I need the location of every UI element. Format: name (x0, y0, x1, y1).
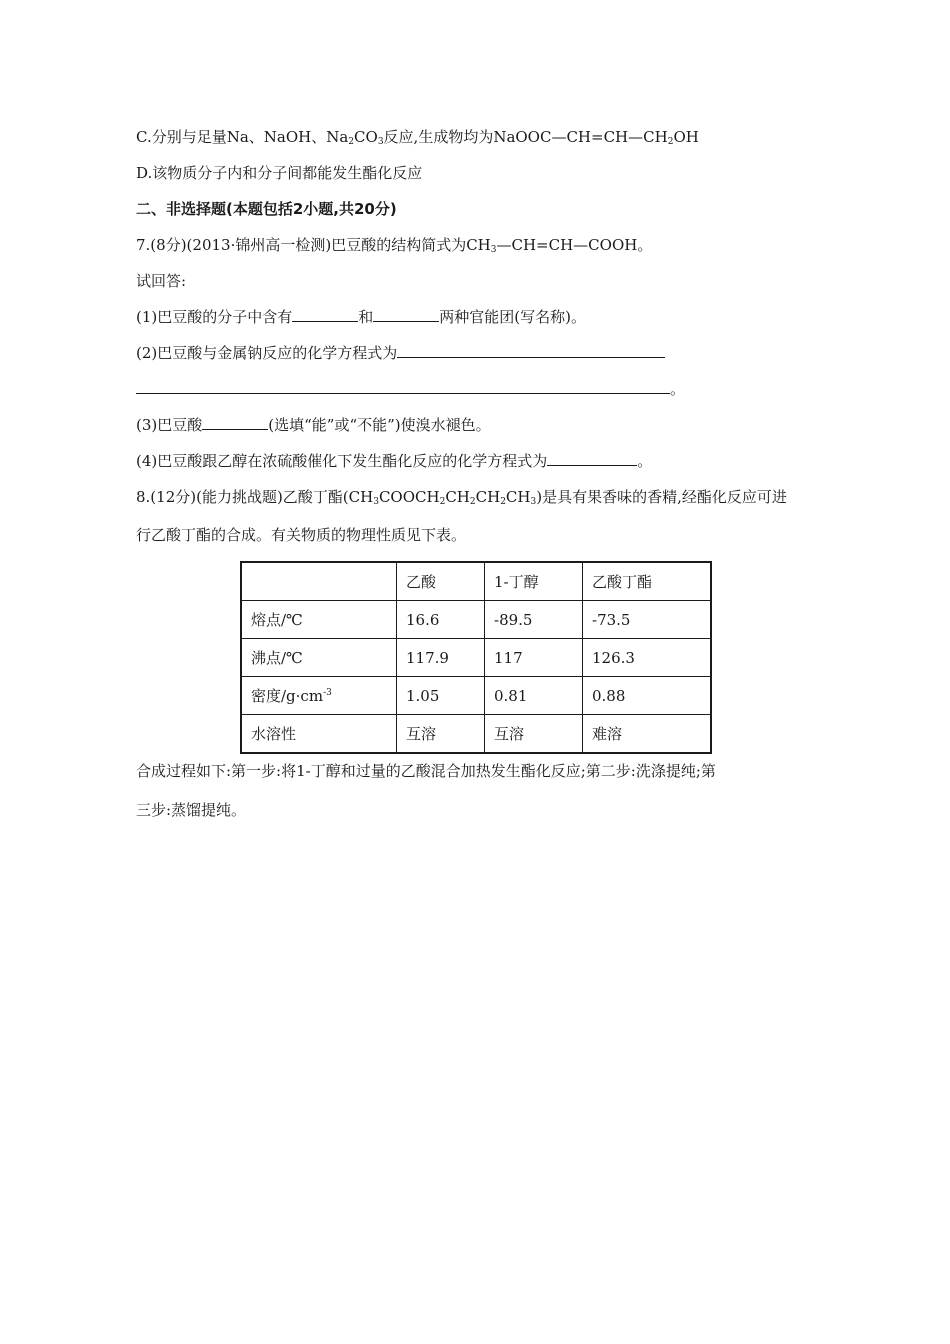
table-row (241, 715, 711, 754)
table-cell: 117.9 (397, 639, 485, 677)
row-label: 沸点/℃ (241, 639, 397, 677)
answer-blank[interactable] (397, 343, 665, 358)
table-cell: 117 (485, 639, 583, 677)
q7-part2: (2)巴豆酸与金属钠反应的化学方程式为 (136, 343, 665, 363)
q8-stem-line2: 行乙酸丁酯的合成。有关物质的物理性质见下表。 (136, 526, 467, 544)
physical-properties-table (240, 561, 712, 754)
q8-process-line1: 合成过程如下:第一步:将1-丁醇和过量的乙酸混合加热发生酯化反应;第二步:洗涤提纯;第 (136, 762, 716, 780)
table-header-cell (241, 562, 397, 601)
q7-stem: 7.(8分)(2013·锦州高一检测)巴豆酸的结构简式为$CH_3—CH=CH—COOH$。 (136, 236, 653, 255)
table-cell: -73.5 (583, 601, 712, 639)
q7-part2-continuation: 。 (136, 379, 685, 399)
table-cell: 互溶 (397, 715, 485, 754)
section-heading: 二、非选择题(本题包括2小题,共20分) (136, 200, 397, 218)
q7-part3: (3)巴豆酸 (选填“能”或“不能”)使溴水褪色。 (136, 416, 491, 434)
option-d: D.该物质分子内和分子间都能发生酯化反应 (136, 164, 423, 182)
answer-blank[interactable] (547, 451, 637, 466)
q8-process-line2: 三步:蒸馏提纯。 (136, 801, 247, 819)
table-header-cell: 1-丁醇 (485, 562, 583, 601)
table-row (241, 639, 711, 677)
table-header-cell: 乙酸 (397, 562, 485, 601)
answer-blank[interactable] (202, 415, 268, 430)
row-label: 密度$/g\cdot cm^{-3}$ (241, 677, 397, 715)
table-cell: 0.81 (485, 677, 583, 715)
answer-blank[interactable] (136, 379, 670, 394)
table-header-cell: 乙酸丁酯 (583, 562, 712, 601)
option-c: C.分别与足量Na、NaOH、$Na_2CO_3$反应,生成物均为$NaOOC—CH=CH—CH_2OH$ (136, 128, 699, 147)
table-row (241, 677, 711, 715)
answer-blank[interactable] (292, 307, 358, 322)
table-header-row (241, 562, 711, 601)
q7-prompt: 试回答: (136, 272, 187, 290)
q7-part4: (4)巴豆酸跟乙醇在浓硫酸催化下发生酯化反应的化学方程式为 。 (136, 452, 653, 470)
table-cell: 1.05 (397, 677, 485, 715)
table-cell: 126.3 (583, 639, 712, 677)
q8-stem: 8.(12分)(能力挑战题)乙酸丁酯$(CH_3COOCH_2CH_2CH_2CH_3)$是具有果香味的香精,经酯化反应可进 (136, 488, 787, 507)
table-cell: 互溶 (485, 715, 583, 754)
q7-part1: (1)巴豆酸的分子中含有 和 两种官能团(写名称)。 (136, 308, 586, 326)
table-row (241, 601, 711, 639)
table-cell: -89.5 (485, 601, 583, 639)
answer-blank[interactable] (373, 307, 439, 322)
row-label: 水溶性 (241, 715, 397, 754)
table-cell: 16.6 (397, 601, 485, 639)
row-label: 熔点/℃ (241, 601, 397, 639)
table-cell: 0.88 (583, 677, 712, 715)
table-cell: 难溶 (583, 715, 712, 754)
